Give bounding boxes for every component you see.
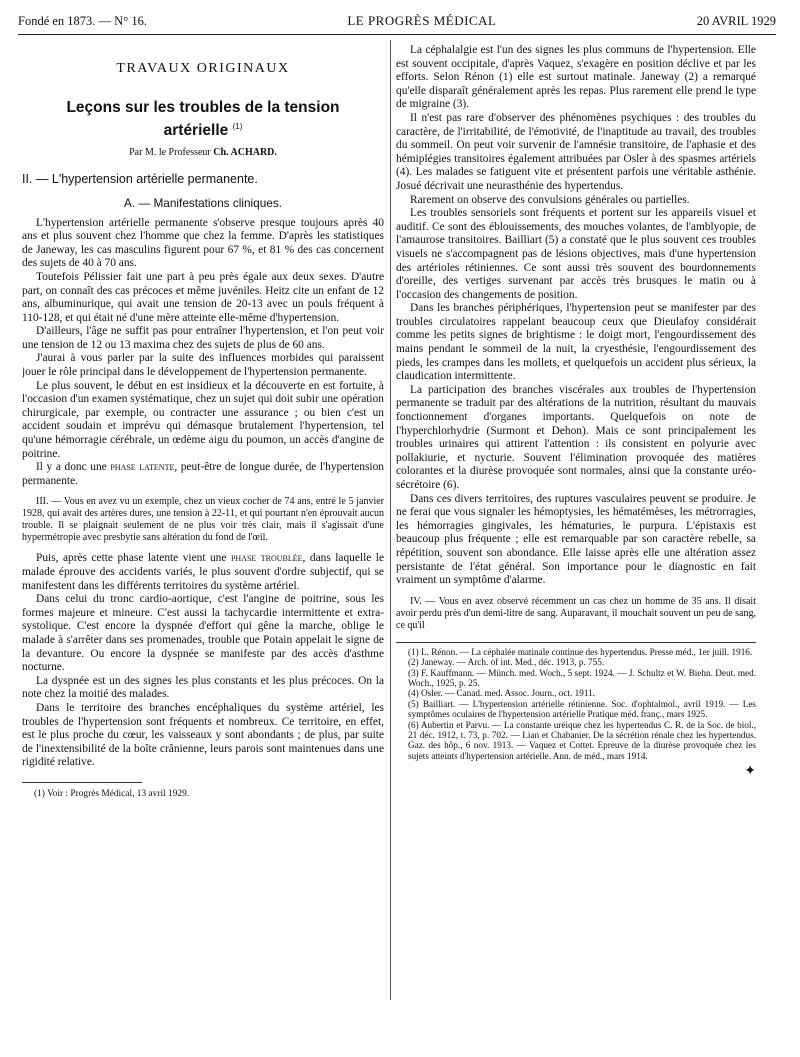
text-run: , peut-être de longue durée, de l'hypertension permanente. (22, 461, 384, 487)
paragraph: Le plus souvent, le début en est insidieux et la découverte en est fortuite, à l'occasion d'un examen systématique, chez un sujet qui doit subir une opération chirurgicale, par exemple, ou contracter une assurance ; ou bien c'est un accident soudain et imprévu qui démasque brutalement l'hypertension, tel qu'une hémorragie cérébrale, un œdème aigu du poumon, un accès d'angine de poitrine. (22, 379, 384, 460)
case-report: III. — Vous en avez vu un exemple, chez un vieux cocher de 74 ans, entré le 5 janvier 1928, qui avait des artères dures, une tension à 22-11, et qui pourtant n'en éprouvait aucun trouble. Il se plaignait seulement de ne plus voir très clair, mais il s'agissait d'une hypermétropie avec presbytie sans altération du fond de l'œil. (22, 496, 384, 544)
paragraph: Dans celui du tronc cardio-aortique, c'est l'angine de poitrine, sous les formes majeure et mineure. C'est aussi la tachycardie intermittente et extra-systolique. C'est encore la dyspnée d'effort qui gêne la marche, oblige le malade à s'arrêter dans ses promenades, trouble que Potain appelait le signe de la devanture. Ou encore la dyspnée se manifeste par des accès d'asthme nocturne. (22, 593, 384, 674)
paragraph: D'ailleurs, l'âge ne suffit pas pour entraîner l'hypertension, et l'on peut voir une tension de 12 ou 13 maxima chez des sujets de plus de 60 ans. (22, 325, 384, 351)
page-header (18, 12, 776, 30)
header-rule (18, 34, 776, 35)
author-name: Ch. ACHARD. (213, 146, 277, 158)
footnote: (1) Voir : Progrès Médical, 13 avril 1929. (34, 788, 190, 799)
paragraph: Dans le territoire des branches encéphaliques du système artériel, les troubles de l'hypertension sont fréquents et nombreux. Ce territoire, en effet, est le plus proche du cœur, les vaisseaux y sont abondants ; de plus, par suite de l'inextensibilité de la boîte crânienne, leurs parois sont maintenues dans une rigidité relative. (22, 701, 384, 769)
footnote: (6) Aubertin et Parvu. — La constante uréique chez les hypertendus C. R. de la Soc. de biol., 21 déc. 1912, t. 73, p. 702. — Lian et Chabanier. De la sécrétion rénale chez les hypertendus. Gaz. des hôp., 6 nov. 1913. — Vaquez et Cottet. Epreuve de la diurèse provoquée chez les sujets atteints d'hypertension artérielle. Ann. de méd., mars 1914. (408, 719, 756, 761)
header-date: 20 AVRIL 1929 (696, 13, 776, 28)
author-line (22, 146, 384, 160)
paragraph (22, 552, 384, 593)
footnote: (2) Janeway. — Arch. of int. Med., déc. 1913, p. 755. (408, 657, 605, 668)
paragraph: Rarement on observe des convulsions générales ou partielles. (410, 193, 690, 206)
subsection-heading: A. — Manifestations cliniques. (123, 195, 283, 210)
paragraph: Dans ces divers territoires, des ruptures vasculaires peuvent se produire. Je ne ferai que vous signaler les hémoptysies, les hématémèses, les métrorragies, les hémorragies gingivales, les hématuries, le purpura. L'épistaxis est beaucoup plus fréquente ; elle est remarquable par son caractère rebelle, sa répétition, souvent son abondance. Elle laisse après elle une altération assez persistante de l'état général. Son importance pour le diagnostic en fait vraiment un symptôme d'alarme. (396, 492, 756, 587)
journal-title: LE PROGRÈS MÉDICAL (347, 13, 497, 28)
paragraph: L'hypertension artérielle permanente s'observe presque toujours après 40 ans et plus souvent chez l'homme que chez la femme. D'après les statistiques de Janeway, les cas masculins figurent pour 67 %, et 81 % des cas concernent des sujets de 40 à 70 ans. (22, 216, 384, 270)
section-title: TRAVAUX ORIGINAUX (116, 61, 290, 76)
footnote: (3) F. Kauffmann. — Münch. med. Woch., 5 sept. 1924. — J. Schultz et W. Biehn. Deut. med. Woch., 1925, p. 25. (408, 667, 756, 688)
case-report: IV. — Vous en avez observé récemment un cas chez un homme de 35 ans. Il disait avoir perdu près d'un demi-litre de sang. Auparavant, il mouchait souvent un peu de sang, ce qu'il (396, 595, 756, 631)
footnote-rule (22, 782, 142, 783)
article-title-line2: artérielle (163, 121, 229, 139)
column-divider (390, 40, 391, 1000)
text-run: , dans laquelle le malade éprouve des accidents variés, le plus souvent d'ordre subjectif, qui se manifestent dans les différents territoires du système artériel. (22, 552, 384, 592)
paragraph: La dyspnée est un des signes les plus constants et les plus précoces. On la note chez la moitié des malades. (22, 674, 384, 701)
paragraph: La céphalalgie est l'un des signes les plus communs de l'hypertension. Elle est souvent occipitale, d'après Vaquez, s'exagère en position déclive et par les efforts. Selon Rénon (1) elle est surtout matinale. Janeway (2) a remarqué qu'elle disparaît généralement après les repas. Plus rarement elle prend le type de migraine (3). (396, 44, 756, 111)
end-ornament: ✦ (744, 764, 756, 780)
paragraph (22, 461, 384, 488)
text-run: Puis, après cette phase latente vient une (36, 552, 227, 565)
paragraph: Les troubles sensoriels sont fréquents et portent sur les appareils visuel et auditif. Ce sont des éblouissements, des mouches volantes, de l'amblyopie, de l'amaurose transitoires. Bailliart (5) a constaté que le plus souvent ces troubles visuels ne s'accompagnent pas de lésions objectives, mais d'une hypertension des artérioles rétiniennes. Ce sont aussi très souvent des bourdonnements d'oreille, des vertiges survenant par accès très brusques le matin ou à l'occasion des changements de position. (396, 207, 756, 301)
text-run: Il y a donc une (36, 461, 107, 474)
paragraph: La participation des branches viscérales aux troubles de l'hypertension permanente se traduit par des altérations de la nutrition, résultant du mauvais fonctionnement d'organes importants. Quelquefois on note de l'hyperchlorhydrie (Surmont et Dehon). Mais ce sont principalement les troubles urinaires qui attirent l'attention : ils consistent en polyurie avec pollakiurie, et nycturie. Souvent l'élimination provoquée des matières colorantes et la diurèse provoquée sont normales, ainsi que la constante uréo-sécrétoire (6). (396, 383, 756, 491)
title-footnote-ref: (1) (232, 121, 243, 131)
author-prefix: Par M. le Professeur (129, 146, 211, 158)
paragraph: Il n'est pas rare d'observer des phénomènes psychiques : des troubles du caractère, de l'irritabilité, de l'émotivité, de l'inaptitude au travail, des troubles du sommeil. On peut voir survenir de l'amnésie transitoire, de l'aphasie et des hémiplégies transitoires également attribuées par Osler à des spasmes artériels (4). Les malades se fatiguent vite et présentent parfois une véritable asthénie. Josué décrivait une neurasthénie des hypertendus. (396, 111, 756, 192)
paragraph: Toutefois Pélissier fait une part à peu près égale aux deux sexes. D'autre part, on connaît des cas précoces et même juvéniles. Heitz cite un enfant de 12 ans, albuminurique, qui avait une tension de 20-13 avec un pouls fréquent à 110-128, et qui était né d'une mère atteinte elle-même d'hypertension. (22, 270, 384, 324)
small-caps-term: phase latente (110, 461, 175, 474)
footnote-rule (396, 642, 756, 643)
paragraph: Dans les branches périphériques, l'hypertension peut se manifester par des troubles circulatoires rappelant beaucoup ceux que Dieulafoy considérait comme les petits signes de brightisme : le doigt mort, l'engourdissement des mains pendant le sommeil de la nuit, la cryesthésie, l'engourdissement des pieds, les crampes dans les mollets, et quelquefois un accident plus sérieux, la claudication intermittente. (396, 302, 756, 383)
left-column (22, 44, 384, 1044)
header-founded: Fondé en 1873. — N° 16. (18, 13, 147, 28)
small-caps-term: phase troublée (230, 552, 303, 565)
footnote: (4) Osler. — Canad. med. Assoc. Journ., oct. 1911. (408, 688, 595, 699)
article-title-line1: Leçons sur les troubles de la tension (66, 98, 340, 116)
article-title (22, 98, 384, 140)
footnote: (5) Bailliart. — L'hypertension artérielle rétinienne. Soc. d'ophtalmol., avril 1919. — Les symptômes oculaires de l'hypertension artérielle Pratique méd. franç., mars 1925. (408, 698, 756, 720)
paragraph: J'aurai à vous parler par la suite des influences morbides qui paraissent jouer le rôle principal dans le développement de l'hypertension permanente. (22, 352, 384, 379)
footnote: (1) L. Rénon. — La céphalée matinale continue des hypertendus. Presse méd., 1er juill. 1916. (408, 646, 753, 657)
chapter-heading: II. — L'hypertension artérielle permanente. (22, 172, 258, 187)
right-column (396, 44, 756, 1044)
